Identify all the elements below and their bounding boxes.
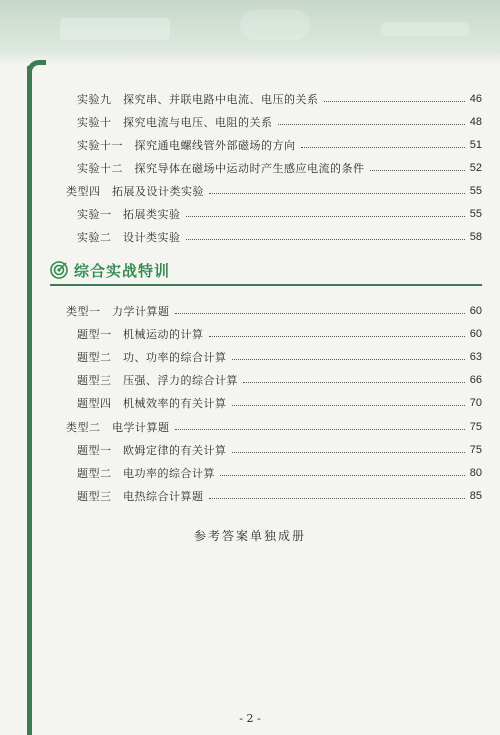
- toc-leader: [232, 404, 465, 406]
- toc-leader: [232, 451, 465, 453]
- toc-page: 48: [469, 116, 482, 128]
- toc-leader: [324, 100, 465, 102]
- toc-item[interactable]: [77, 204, 482, 224]
- toc-page: 63: [469, 351, 482, 363]
- page-frame-bar: [27, 66, 32, 735]
- toc-leader: [175, 312, 465, 314]
- toc-page: 60: [469, 305, 482, 317]
- toc-label: 题型一 欧姆定律的有关计算: [77, 444, 227, 457]
- toc-label: 类型二 电学计算题: [66, 421, 170, 434]
- toc-leader: [243, 381, 465, 383]
- toc-label: 类型四 拓展及设计类实验: [66, 185, 204, 198]
- toc-label: 实验十一 探究通电螺线管外部磁场的方向: [77, 139, 296, 152]
- toc-label: 题型二 功、功率的综合计算: [77, 351, 227, 364]
- toc-leader: [301, 146, 465, 148]
- answer-note: 参考答案单独成册: [193, 529, 306, 543]
- toc-label: 题型四 机械效率的有关计算: [77, 397, 227, 410]
- toc-item[interactable]: [77, 347, 482, 367]
- toc-item[interactable]: [77, 370, 482, 390]
- toc-item[interactable]: [77, 486, 482, 506]
- toc-page: 55: [469, 185, 482, 197]
- toc-item[interactable]: [77, 89, 482, 109]
- toc-label: 题型三 压强、浮力的综合计算: [77, 374, 238, 387]
- toc-page: 60: [469, 328, 482, 340]
- page-number: - 2 -: [239, 712, 261, 725]
- toc-label: 实验十 探究电流与电压、电阻的关系: [77, 116, 273, 129]
- toc-label: 题型二 电功率的综合计算: [77, 467, 215, 480]
- toc-item[interactable]: [66, 181, 482, 201]
- toc-leader: [175, 428, 465, 430]
- section-heading: [50, 257, 170, 283]
- toc-item[interactable]: [77, 393, 482, 413]
- toc-page: 70: [469, 397, 482, 409]
- toc-page: 52: [469, 162, 482, 174]
- toc-leader: [370, 169, 465, 171]
- toc-item[interactable]: [77, 463, 482, 483]
- toc-page: 80: [469, 467, 482, 479]
- toc-leader: [209, 192, 465, 194]
- toc-label: 实验十二 探究导体在磁场中运动时产生感应电流的条件: [77, 162, 365, 175]
- toc-label: 实验一 拓展类实验: [77, 208, 181, 221]
- toc-leader: [220, 474, 465, 476]
- toc-leader: [209, 335, 465, 337]
- toc-page: 58: [469, 231, 482, 243]
- toc-page: 66: [469, 374, 482, 386]
- toc-leader: [278, 123, 465, 125]
- section-divider: [50, 284, 482, 286]
- toc-item[interactable]: [77, 112, 482, 132]
- toc-page: 55: [469, 208, 482, 220]
- toc-label: 题型一 机械运动的计算: [77, 328, 204, 341]
- toc-page: 51: [469, 139, 482, 151]
- toc-page: 75: [469, 444, 482, 456]
- toc-page: 85: [469, 490, 482, 502]
- toc-item[interactable]: [77, 440, 482, 460]
- toc-item[interactable]: [77, 324, 482, 344]
- toc-leader: [186, 238, 465, 240]
- toc-item[interactable]: [66, 301, 482, 321]
- toc-label: 实验九 探究串、并联电路中电流、电压的关系: [77, 93, 319, 106]
- section-title: 综合实战特训: [74, 261, 171, 280]
- toc-leader: [186, 215, 465, 217]
- toc-item[interactable]: [66, 417, 482, 437]
- toc-item[interactable]: [77, 135, 482, 155]
- toc-item[interactable]: [77, 158, 482, 178]
- toc-label: 题型三 电热综合计算题: [77, 490, 204, 503]
- toc-leader: [232, 358, 465, 360]
- header-band: [0, 0, 500, 66]
- toc-page: 75: [469, 421, 482, 433]
- toc-label: 类型一 力学计算题: [66, 305, 170, 318]
- toc-leader: [209, 497, 465, 499]
- toc-item[interactable]: [77, 227, 482, 247]
- toc-label: 实验二 设计类实验: [77, 231, 181, 244]
- toc-page: 46: [469, 93, 482, 105]
- target-icon: [50, 261, 68, 279]
